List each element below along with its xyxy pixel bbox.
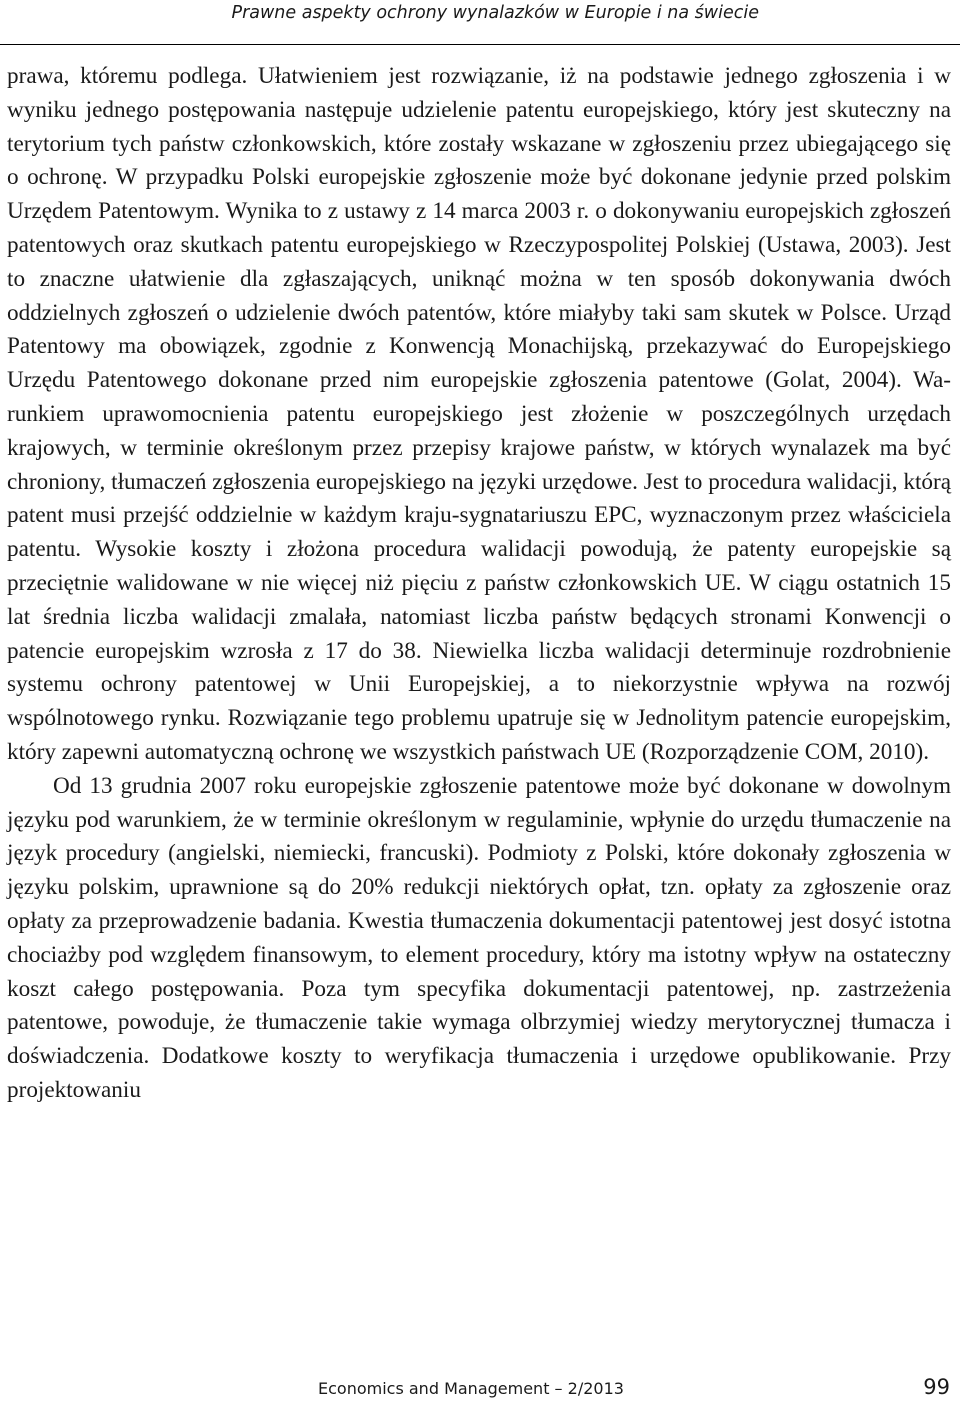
running-head-title: Prawne aspekty ochrony wynalazków w Europie i na świecie xyxy=(231,3,759,23)
paragraph: Od 13 grudnia 2007 roku europejskie zgłoszenie patentowe może być dokonane w dowolnym języku pod warunkiem, że w terminie określonym w regulaminie, wpłynie do urzędu tłumaczenie na język procedury (angielski, niemiecki, francuski). Podmioty z Polski, które dokonały zgłoszenia w języku polskim, uprawnione są do 20% redukcji niektórych opłat, tzn. opłaty za zgłoszenie oraz opłaty za przeprowadzenie badania. Kwestia tłumaczenia dokumentacji patentowej jest dosyć istotna chociażby pod względem finansowym, to element procedury, który ma istotny wpływ na ostateczny koszt całego postępowania. Poza tym specyfika dokumentacji patentowej, np. zastrzeżenia patentowe, powoduje, że tłumaczenie takie wymaga olbrzymiej wiedzy merytorycznej tłumacza i doświadczenia. Dodatkowe koszty to weryfikacja tłumaczenia i urzędowe opublikowanie. Przy projektowaniu xyxy=(7,772,951,1103)
page-number: 99 xyxy=(923,1375,950,1399)
footer-journal-issue: Economics and Management – 2/2013 xyxy=(318,1379,624,1398)
page-header xyxy=(0,0,960,45)
body-text xyxy=(7,60,951,1108)
paragraph-continued: prawa, któremu podlega. Ułatwieniem jest rozwiązanie, iż na podstawie jednego zgłoszenia i w wyniku jednego postępowania następuje udzielenie patentu europejskiego, który jest skuteczny na terytorium tych państw członkowskich, które zostały wskazane w zgłoszeniu przez ubiegającego się o ochronę. W przypadku Polski europejskie zgłoszenie może być dokonane jedynie przed polskim Urzędem Patentowym. Wynika to z ustawy z 14 marca 2003 r. o dokonywaniu europejskich zgłoszeń patentowych oraz skutkach patentu europejskiego w Rzeczypospolitej Polskiej (Ustawa, 2003). Jest to znaczne ułatwienie dla zgłaszających, uniknąć można w ten sposób dokonywania dwóch oddzielnych zgłoszeń o udzielenie dwóch patentów, które miałyby taki sam skutek w Polsce. Urząd Patentowy ma obowiązek, zgodnie z Konwencją Monachijską, przekazywać do Europejskiego Urzędu Patentowego dokonane przed nim europejskie zgłoszenia patentowe (Golat, 2004). Warunkiem uprawomocnienia patentu europejskiego jest złożenie w poszczególnych urzędach krajowych, w terminie określonym przez przepisy krajowe państw, w których wynalazek ma być chroniony, tłumaczeń zgłoszenia europejskiego na języki urzędowe. Jest to procedura walidacji, którą patent musi przejść oddzielnie w każdym kraju-sygnatariuszu EPC, wyznaczonym przez właściciela patentu. Wysokie koszty i złożona procedura walidacji powodują, że patenty europejskie są przeciętnie walidowane w nie więcej niż pięciu z państw członkowskich UE. W ciągu ostatnich 15 lat średnia liczba walidacji zmalała, natomiast liczba państw będących stronami Konwencji o patencie europejskim wzrosła z 17 do 38. Niewielka liczba walidacji determinuje rozdrobnienie systemu ochrony patentowej w Unii Europejskiej, a to niekorzystnie wpływa na rozwój wspólnotowego rynku. Rozwiązanie tego problemu upatruje się w Jednolitym patencie europejskim, który zapewni automatyczną ochronę we wszystkich państwach UE (Rozporządzenie COM, 2010). xyxy=(7,63,951,765)
page-footer xyxy=(0,1372,960,1403)
